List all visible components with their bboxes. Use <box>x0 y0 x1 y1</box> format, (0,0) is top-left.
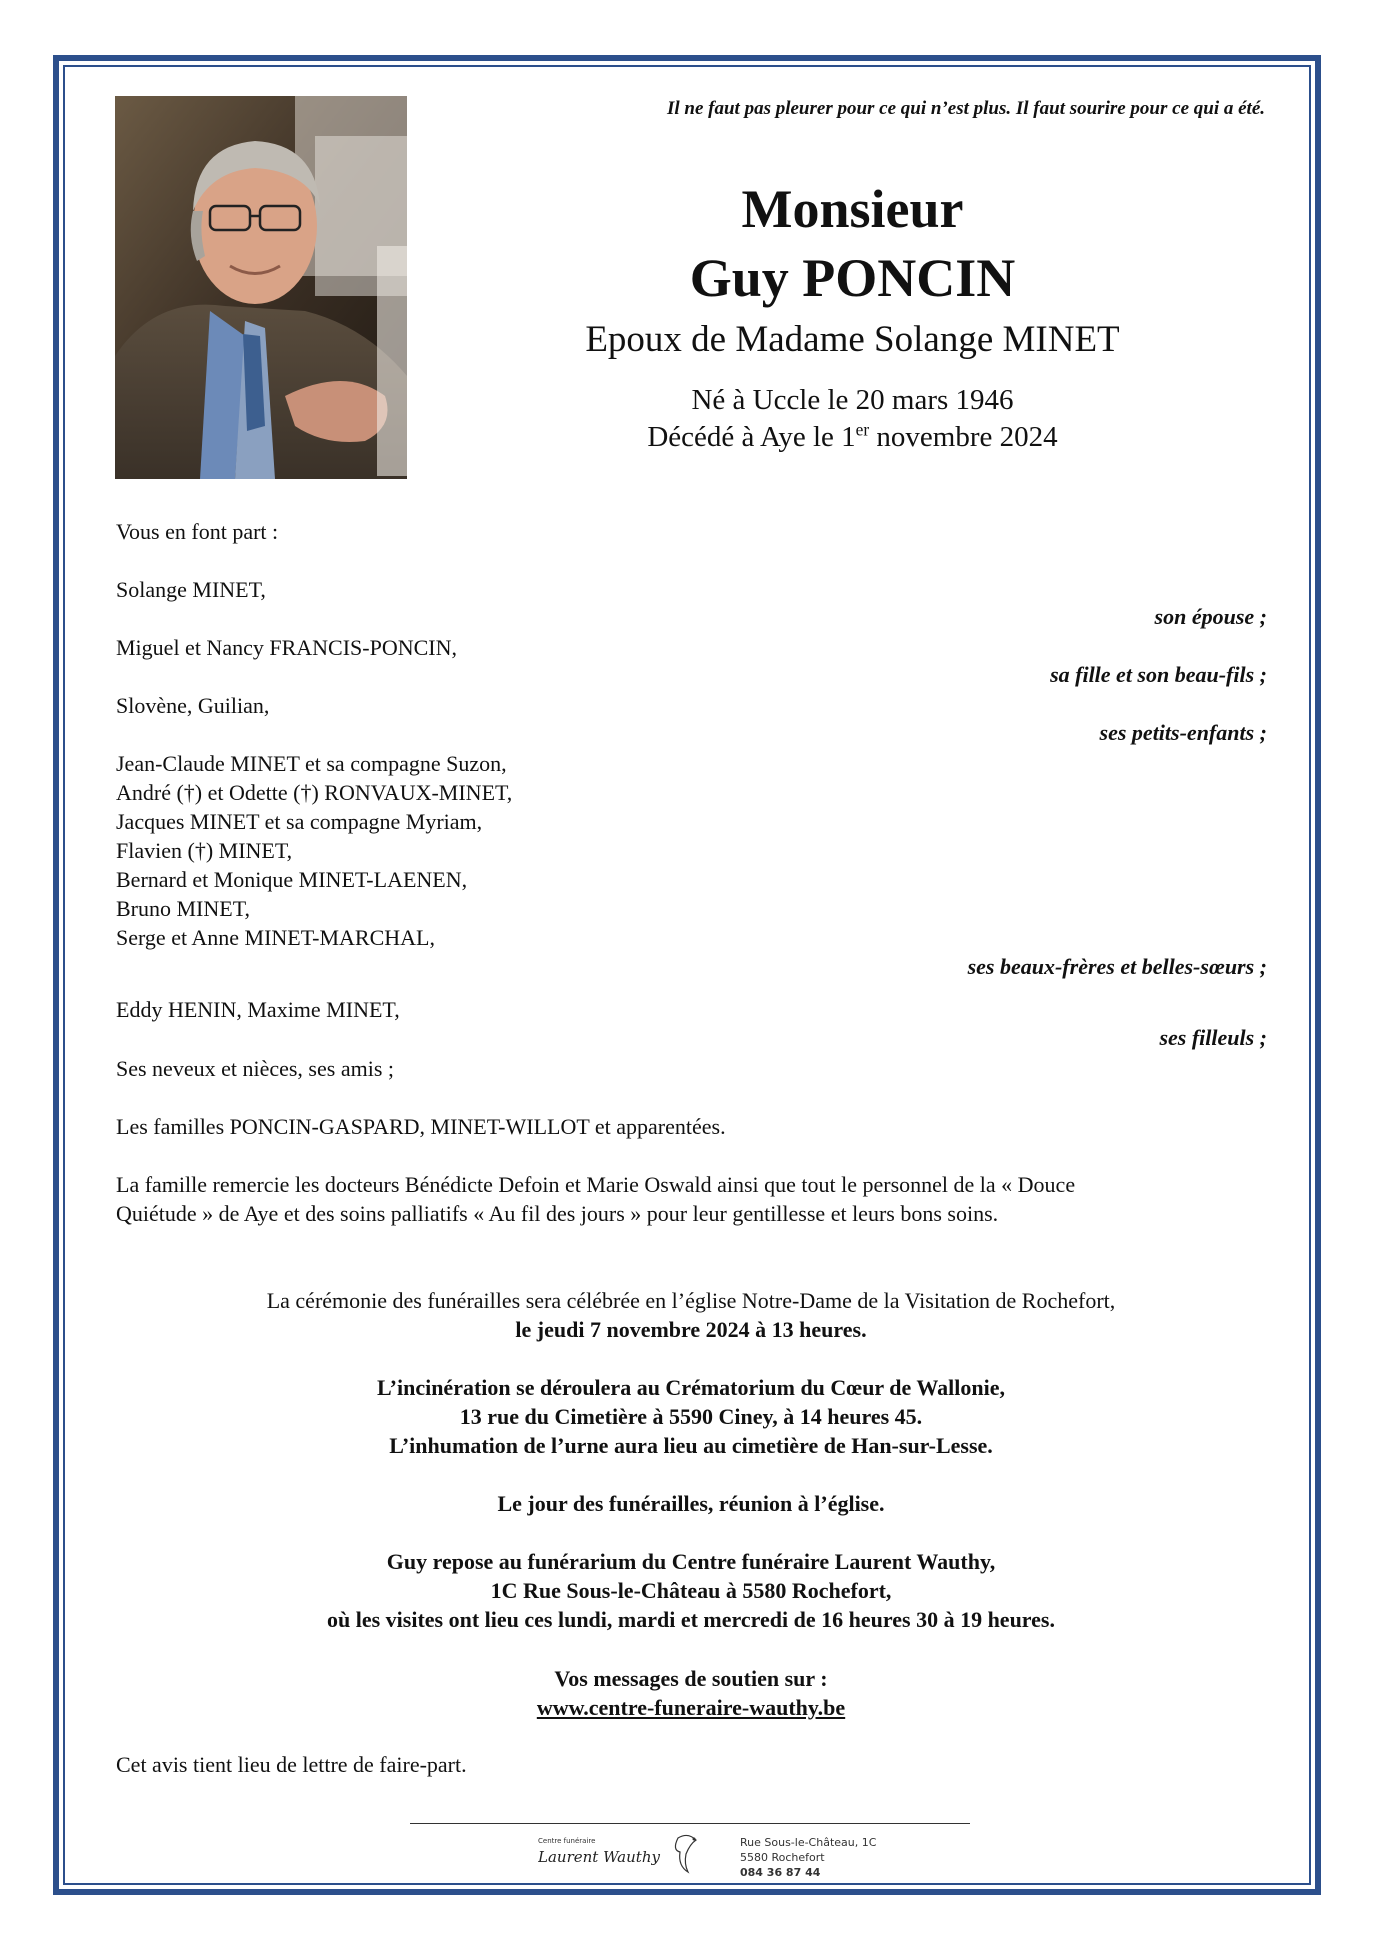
list-item: Serge et Anne MINET-MARCHAL, <box>116 925 435 950</box>
dove-icon <box>675 1835 696 1872</box>
honorific: Monsieur <box>741 179 964 239</box>
godchildren-names: Eddy HENIN, Maxime MINET, <box>116 997 400 1022</box>
logo-name-text: Laurent Wauthy <box>538 1848 660 1866</box>
messages-block <box>116 1664 1266 1722</box>
list-item: André (†) et Odette (†) RONVAUX-MINET, <box>116 780 513 805</box>
footer-divider <box>410 1823 970 1824</box>
list-item: Jacques MINET et sa compagne Myriam, <box>116 809 483 834</box>
ceremony-date: le jeudi 7 novembre 2024 à 13 heures. <box>515 1317 867 1342</box>
intro-text: Vous en font part : <box>116 519 279 544</box>
meeting-text: Le jour des funérailles, réunion à l’église. <box>497 1491 885 1516</box>
grandchildren-names: Slovène, Guilian, <box>116 693 270 718</box>
ceremony-block <box>116 1286 1266 1344</box>
children-relation: sa fille et son beau-fils ; <box>1050 662 1267 687</box>
list-item: Jean-Claude MINET et sa compagne Suzon, <box>116 751 507 776</box>
footer-address: Rue Sous-le-Château, 1C 5580 Rochefort 084 36 87 44 <box>740 1836 877 1879</box>
cremation-block: L’incinération se déroulera au Crématorium du Cœur de Wallonie, 13 rue du Cimetière à 5590 Ciney, à 14 heures 45. L’inhumation de l’urne aura lieu au cimetière de Han-sur-Lesse. <box>376 1375 1006 1458</box>
messages-label: Vos messages de soutien sur : <box>554 1666 828 1691</box>
funerarium-block: Guy repose au funérarium du Centre funéraire Laurent Wauthy, 1C Rue Sous-le-Château à 5580 Rochefort, où les visites ont lieu ces lundi, mardi et mercredi de 16 heures 30 à 19 heures. <box>326 1549 1055 1632</box>
list-item: Bruno MINET, <box>116 896 251 921</box>
spouse-name: Solange MINET, <box>116 577 266 602</box>
inlaws-list <box>116 749 1266 952</box>
grandchildren-relation: ses petits-enfants ; <box>1099 720 1267 745</box>
inlaws-relation: ses beaux-frères et belles-sœurs ; <box>967 954 1267 979</box>
list-item: Flavien (†) MINET, <box>116 838 293 863</box>
deceased-name: Guy PONCIN <box>689 248 1016 308</box>
children-names: Miguel et Nancy FRANCIS-PONCIN, <box>116 635 457 660</box>
closing-text: Cet avis tient lieu de lettre de faire-part. <box>116 1752 467 1777</box>
godchildren-relation: ses filleuls ; <box>1159 1025 1267 1050</box>
thanks-text: La famille remercie les docteurs Bénédicte Defoin et Marie Oswald ainsi que tout le personnel de la « Douce Quiétude » de Aye et des soins palliatifs « Au fil des jours » pour leur gentillesse et leurs bons soins. <box>116 1172 1076 1226</box>
quote-text: Il ne faut pas pleurer pour ce qui n’est plus. Il faut sourire pour ce qui a été. <box>666 98 1265 119</box>
ceremony-line: La cérémonie des funérailles sera célébrée en l’église Notre-Dame de la Visitation de Rochefort, <box>266 1288 1116 1313</box>
families-text: Les familles PONCIN-GASPARD, MINET-WILLOT et apparentées. <box>116 1114 726 1139</box>
list-item: Bernard et Monique MINET-LAENEN, <box>116 867 468 892</box>
birth-line: Né à Uccle le 20 mars 1946 <box>691 384 1014 416</box>
portrait-photo <box>115 96 407 479</box>
nephews-text: Ses neveux et nièces, ses amis ; <box>116 1056 394 1081</box>
funeral-home-logo <box>538 1830 738 1880</box>
spouse-line: Epoux de Madame Solange MINET <box>585 319 1120 360</box>
death-line: Décédé à Aye le 1er novembre 2024 <box>647 419 1058 453</box>
logo-small-text: Centre funéraire <box>538 1837 596 1845</box>
spouse-relation: son épouse ; <box>1154 604 1267 629</box>
website-link[interactable]: www.centre-funeraire-wauthy.be <box>536 1695 846 1720</box>
